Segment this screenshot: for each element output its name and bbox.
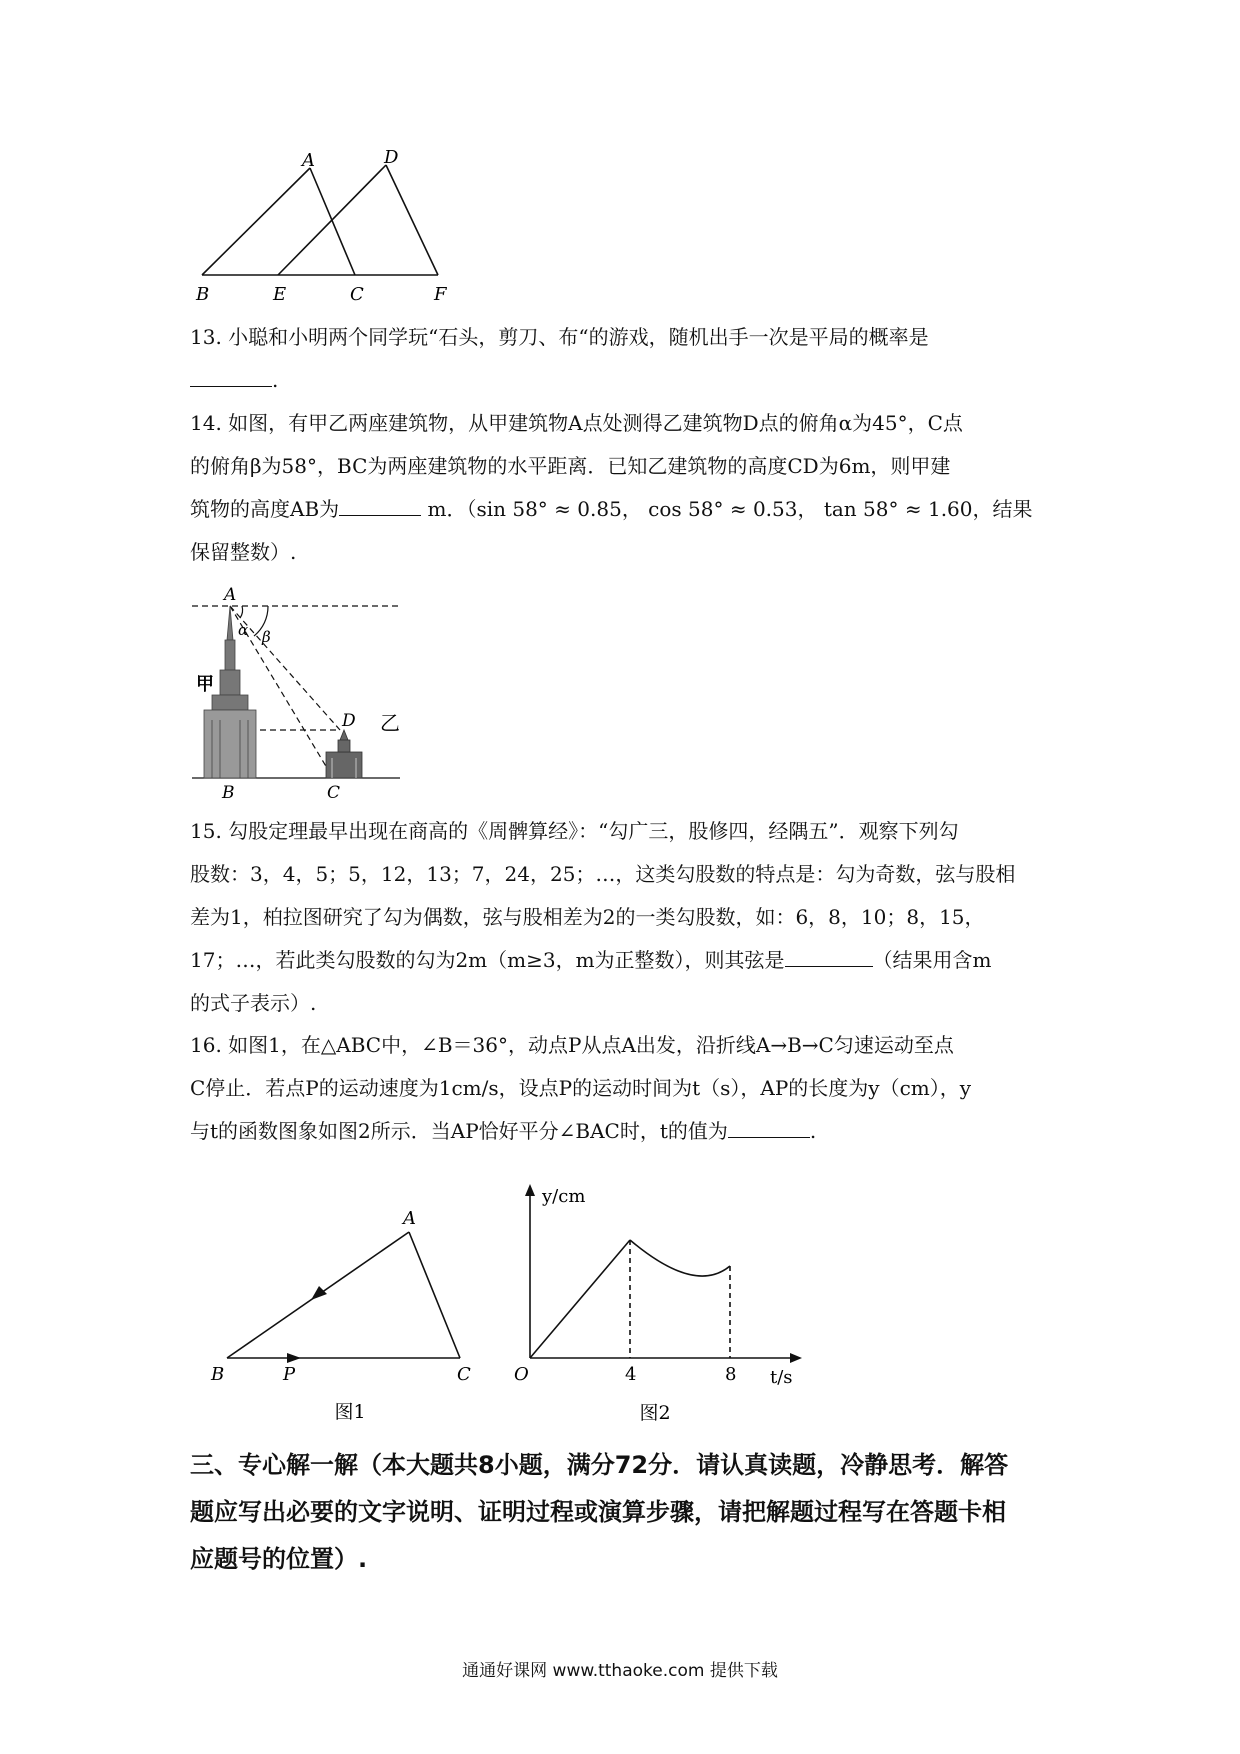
label-c: C	[457, 1364, 471, 1385]
answer-blank	[190, 368, 272, 387]
q13-suffix: .	[272, 368, 279, 392]
q15-line4-suffix: （结果用含m	[872, 948, 992, 972]
q16-line3-prefix: 与t的函数图象如图2所示．当AP恰好平分∠BAC时，t的值为	[190, 1119, 728, 1143]
triangle-abc-figure	[205, 1190, 475, 1425]
building-yi-icon	[326, 730, 362, 778]
question-13	[190, 316, 1060, 402]
question-16	[190, 1024, 1060, 1153]
arrow-down-left-icon	[311, 1286, 327, 1300]
label-beta: β	[262, 628, 271, 646]
q16-line3	[190, 1110, 1060, 1153]
q15-line4-prefix: 17；…，若此类勾股数的勾为2m（m≥3，m为正整数），则其弦是	[190, 948, 785, 972]
origin-label: O	[514, 1364, 529, 1385]
q14-line4: 保留整数）.	[190, 540, 297, 564]
q16-line3-suffix: .	[809, 1119, 817, 1143]
label-c: C	[327, 783, 341, 803]
label-d: D	[342, 711, 356, 731]
section-3-line2: 题应写出必要的文字说明、证明过程或演算步骤，请把解题过程写在答题卡相	[190, 1498, 1006, 1526]
triangles-figure	[190, 150, 460, 305]
label-yi: 乙	[380, 711, 400, 735]
label-p: P	[283, 1364, 296, 1385]
figure2-caption: 图2	[639, 1402, 671, 1424]
x-axis-arrow-icon	[790, 1353, 802, 1363]
q15-line1: 15. 勾股定理最早出现在商高的《周髀算经》：“勾广三，股修四，经隅五”．观察下列勾	[190, 819, 959, 843]
tick-8-label: 8	[725, 1364, 737, 1385]
q14-line3-suffix: m．（sin 58° ≈ 0.85， cos 58° ≈ 0.53， tan 58° ≈ 1.60，结果	[427, 497, 1033, 521]
x-axis-label: t/s	[770, 1367, 793, 1388]
answer-blank	[785, 948, 873, 967]
label-alpha: α	[238, 621, 249, 639]
q13-line2	[190, 359, 1060, 402]
label-b: B	[196, 284, 210, 305]
q14-line3	[190, 488, 1060, 531]
tick-4-label: 4	[625, 1364, 637, 1385]
q15-line2: 股数：3，4，5；5，12，13；7，24，25；…，这类勾股数的特点是：勾为奇数，弦与股相	[190, 862, 1016, 886]
answer-blank	[339, 497, 421, 516]
section-3-line1: 三、专心解一解（本大题共8小题，满分72分．请认真读题，冷静思考．解答	[190, 1451, 1009, 1479]
label-e: E	[273, 284, 287, 305]
label-b: B	[211, 1364, 225, 1385]
function-graph-figure	[490, 1180, 810, 1430]
label-f: F	[434, 284, 447, 305]
arrow-right-icon	[287, 1353, 301, 1363]
q16-line1: 16. 如图1，在△ABC中，∠B＝36°，动点P从点A出发，沿折线A→B→C匀速运动至点	[190, 1033, 954, 1057]
label-a: A	[302, 150, 315, 171]
label-c: C	[350, 284, 364, 305]
label-d: D	[384, 150, 399, 168]
q15-line5: 的式子表示）.	[190, 991, 317, 1015]
label-jia: 甲	[196, 674, 214, 695]
footer-source: 通通好课网 www.tthaoke.com 提供下载	[462, 1661, 778, 1681]
question-14	[190, 402, 1060, 574]
q14-line1: 14. 如图，有甲乙两座建筑物，从甲建筑物A点处测得乙建筑物D点的俯角α为45°，C点	[190, 411, 963, 435]
q14-line3-prefix: 筑物的高度AB为	[190, 497, 340, 521]
q14-line2: 的俯角β为58°，BC为两座建筑物的水平距离．已知乙建筑物的高度CD为6m，则甲建	[190, 454, 951, 478]
label-b: B	[222, 783, 235, 803]
buildings-figure	[190, 580, 420, 805]
q15-line3: 差为1，柏拉图研究了勾为偶数，弦与股相差为2的一类勾股数，如：6，8，10；8，15，	[190, 905, 985, 929]
section-3-heading	[190, 1442, 1060, 1583]
answer-blank	[728, 1119, 810, 1138]
label-a: A	[403, 1208, 416, 1229]
y-axis-arrow-icon	[525, 1184, 535, 1196]
section-3-line3: 应题号的位置）.	[190, 1545, 368, 1573]
q16-line2: C停止．若点P的运动速度为1cm/s，设点P的运动时间为t（s），AP的长度为y（cm），y	[190, 1076, 972, 1100]
q13-line1: 13. 小聪和小明两个同学玩“石头，剪刀、布“的游戏，随机出手一次是平局的概率是	[190, 325, 929, 349]
figure1-caption: 图1	[334, 1401, 366, 1423]
y-axis-label: y/cm	[542, 1186, 586, 1207]
q15-line4	[190, 939, 1060, 982]
question-15	[190, 810, 1060, 1025]
label-a: A	[224, 585, 237, 605]
